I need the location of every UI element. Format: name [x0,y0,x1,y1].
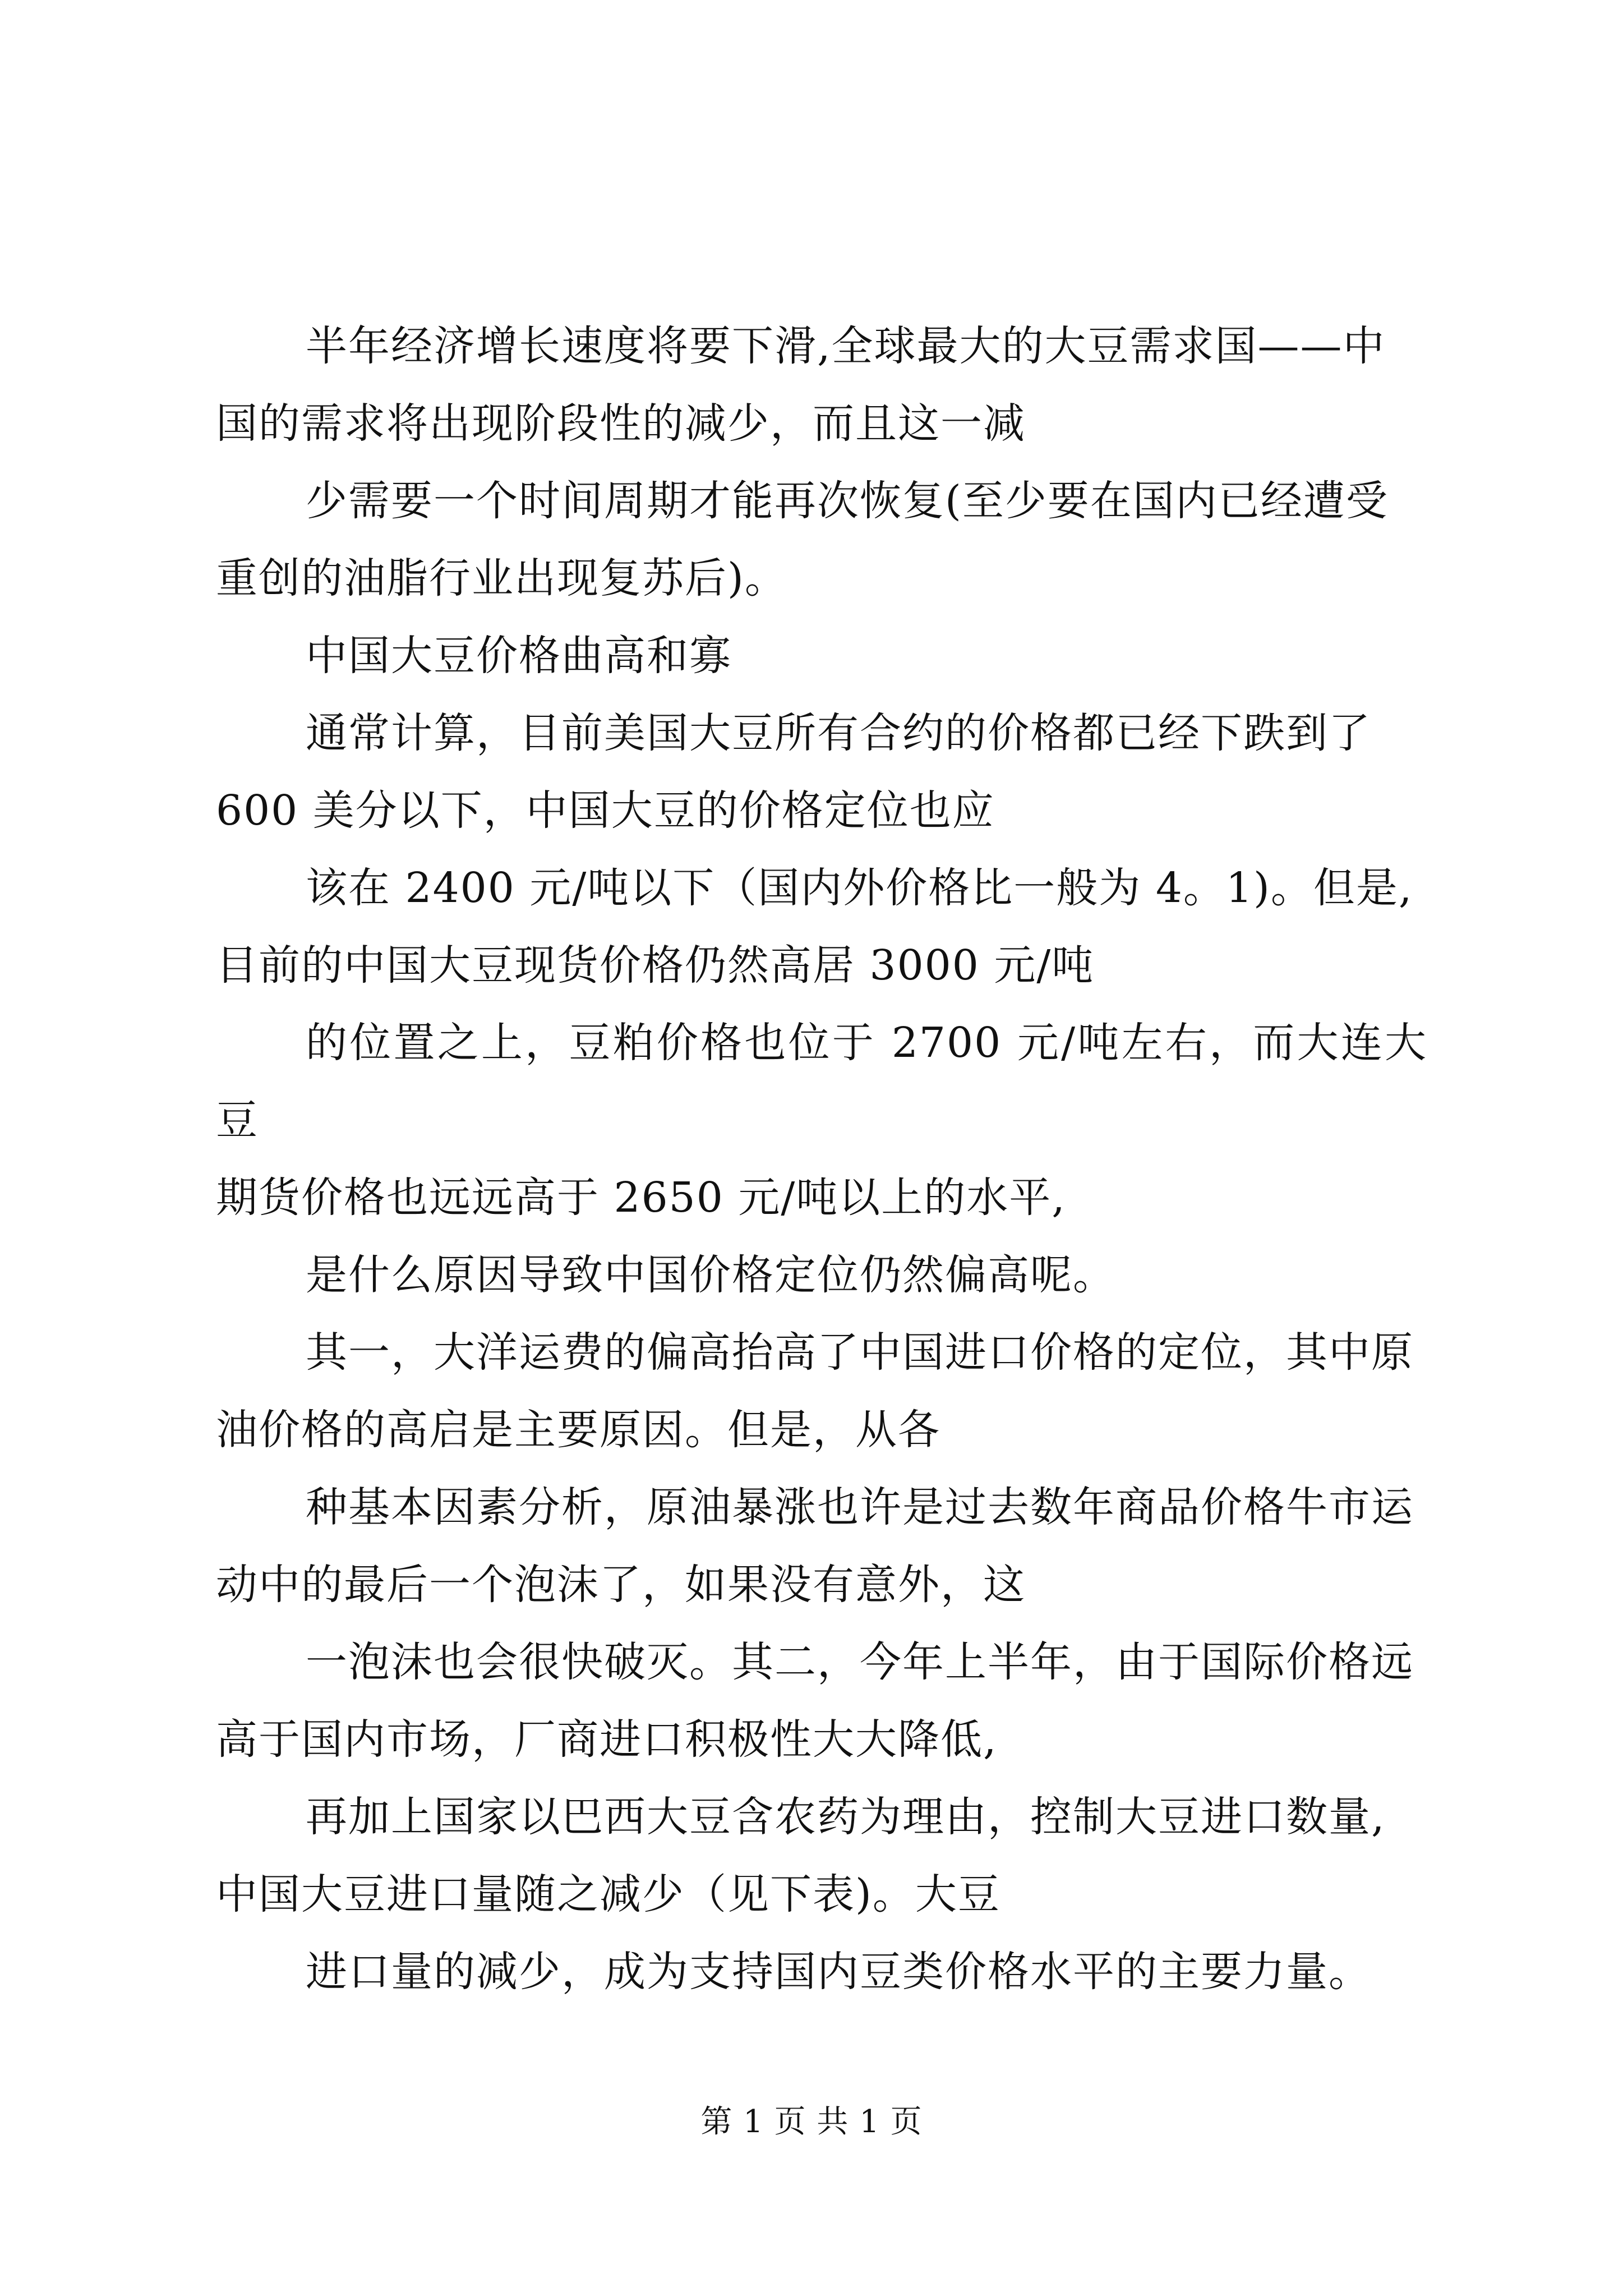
text-line: 中国大豆进口量随之减少（见下表)。大豆 [216,1870,1000,1918]
paragraph [216,1469,1427,1623]
text-line: 是什么原因导致中国价格定位仍然偏高呢。 [306,1251,1115,1299]
paragraph [216,1236,1427,1314]
text-line: 种基本因素分析，原油暴涨也许是过去数年商品价格牛市运 [306,1483,1414,1531]
text-line: 一泡沫也会很快破灭。其二，今年上半年，由于国际价格远 [306,1638,1414,1686]
text-line: 中国大豆价格曲高和寡 [306,632,732,680]
text-line: 期货价格也远远高于 2650 元/吨以上的水平, [216,1174,1066,1222]
text-line: 再加上国家以巴西大豆含农药为理由，控制大豆进口数量, [306,1793,1386,1841]
paragraph [216,1314,1427,1469]
text-line: 重创的油脂行业出现复苏后)。 [216,554,787,602]
text-line: 的位置之上，豆粕价格也位于 2700 元/吨左右，而大连大豆 [216,1019,1427,1144]
paragraph [216,462,1427,617]
text-line: 半年经济增长速度将要下滑,全球最大的大豆需求国——中 [306,322,1386,370]
paragraph [216,849,1427,1004]
paragraph [216,1933,1427,2010]
page-number-label: 第 1 页 共 1 页 [700,2104,923,2140]
document-body [216,307,1427,2010]
paragraph [216,1623,1427,1778]
paragraph [216,694,1427,849]
text-line: 国的需求将出现阶段性的减少，而且这一减 [216,399,1026,448]
paragraph [216,1778,1427,1933]
page-footer [0,2102,1623,2142]
paragraph [216,1004,1427,1236]
section-heading [216,617,1427,694]
text-line: 该在 2400 元/吨以下（国内外价格比一般为 4。1)。但是, [306,864,1413,912]
text-line: 进口量的减少，成为支持国内豆类价格水平的主要力量。 [306,1948,1371,1996]
text-line: 其一，大洋运费的偏高抬高了中国进口价格的定位，其中原 [306,1328,1414,1377]
paragraph [216,307,1427,462]
text-line: 高于国内市场，厂商进口积极性大大降低, [216,1715,998,1764]
text-line: 动中的最后一个泡沫了，如果没有意外，这 [216,1561,1026,1609]
text-line: 600 美分以下，中国大豆的价格定位也应 [216,786,995,835]
text-line: 油价格的高启是主要原因。但是，从各 [216,1406,940,1454]
text-line: 目前的中国大豆现货价格仍然高居 3000 元/吨 [216,941,1095,990]
text-line: 少需要一个时间周期才能再次恢复(至少要在国内已经遭受 [306,477,1389,525]
text-line: 通常计算，目前美国大豆所有合约的价格都已经下跌到了 [306,709,1371,757]
